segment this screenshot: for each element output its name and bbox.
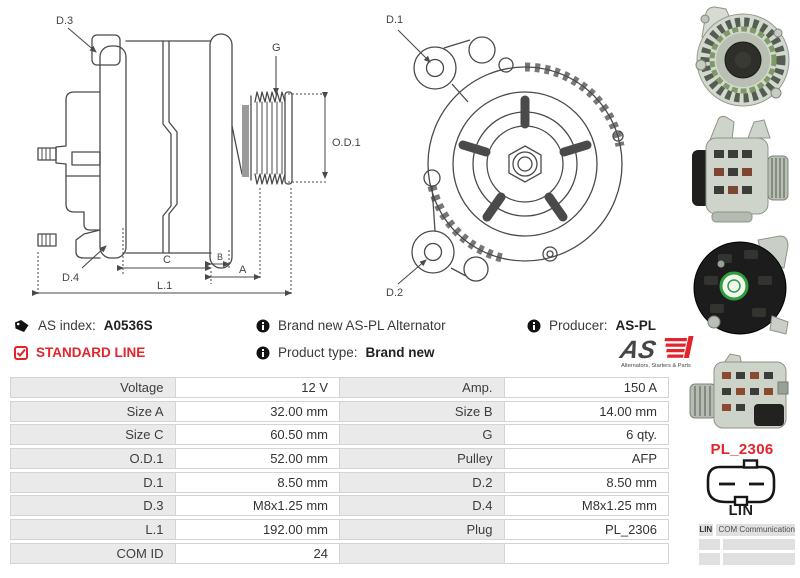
info-icon [256, 346, 270, 360]
spec-value: 14.00 mm [504, 401, 670, 422]
alternator-side-diagram [28, 6, 373, 301]
pin-legend-table [699, 524, 795, 568]
standard-line-label: STANDARD LINE [36, 345, 146, 360]
label-a: A [239, 264, 247, 276]
legend-row [699, 539, 795, 551]
info-icon [256, 319, 270, 333]
legend-pin [699, 539, 720, 551]
product-photo-front[interactable] [688, 3, 796, 109]
checkbox-icon [14, 346, 28, 360]
spec-value: 24 [175, 543, 341, 564]
label-d3: D.3 [56, 15, 74, 27]
spec-label: Voltage [10, 377, 176, 398]
spec-label: Size A [10, 401, 176, 422]
spec-label: Size C [10, 424, 176, 445]
connector-label: LIN [728, 503, 754, 519]
spec-label [339, 543, 505, 564]
spec-label: G [339, 424, 505, 445]
legend-description [723, 553, 795, 565]
spec-label: Amp. [339, 377, 505, 398]
product-type-value: Brand new [365, 345, 435, 360]
legend-description [723, 539, 795, 551]
spec-value: 12 V [175, 377, 341, 398]
plug-connector-diagram [704, 459, 778, 506]
spec-row [10, 519, 672, 540]
as-index-value: A0536S [103, 318, 153, 333]
spec-row [10, 401, 672, 422]
label-d1: D.1 [386, 14, 404, 26]
spec-label: COM ID [10, 543, 176, 564]
label-g: G [272, 42, 281, 54]
alternator-front-diagram [372, 6, 667, 306]
spec-value: 52.00 mm [175, 448, 341, 469]
legend-row [699, 524, 795, 536]
spec-value: 60.50 mm [175, 424, 341, 445]
spec-label: D.4 [339, 495, 505, 516]
spec-row [10, 543, 672, 564]
standard-line-badge [14, 345, 145, 360]
as-index-line [14, 318, 153, 333]
spec-value: M8x1.25 mm [504, 495, 670, 516]
label-l1: L.1 [157, 280, 173, 292]
label-d4: D.4 [62, 272, 80, 284]
spec-row [10, 448, 672, 469]
spec-label: D.1 [10, 472, 176, 493]
product-photo-rear[interactable] [688, 234, 796, 344]
spec-row [10, 472, 672, 493]
spec-label: Size B [339, 401, 505, 422]
logo-text: AS [617, 336, 659, 364]
spec-value: 8.50 mm [504, 472, 670, 493]
spec-value: 192.00 mm [175, 519, 341, 540]
spec-value: 8.50 mm [175, 472, 341, 493]
spec-value: 150 A [504, 377, 670, 398]
product-type-line [256, 345, 435, 360]
as-index-label: AS index: [38, 318, 96, 333]
spec-value [504, 543, 670, 564]
label-d2: D.2 [386, 287, 404, 299]
label-b: B [217, 252, 224, 262]
product-title: Brand new AS-PL Alternator [278, 318, 446, 333]
producer-line [527, 318, 656, 333]
logo-tagline: Alternators, Starters & Parts [621, 363, 691, 369]
product-photo-side-right[interactable] [688, 112, 796, 230]
producer-label: Producer: [549, 318, 608, 333]
product-title-line [256, 318, 446, 333]
producer-value: AS-PL [615, 318, 657, 333]
spec-row [10, 377, 672, 398]
label-c: C [163, 254, 171, 266]
spec-value: AFP [504, 448, 670, 469]
spec-row [10, 424, 672, 445]
diagram-lug-d3 [92, 35, 120, 65]
label-od1: O.D.1 [332, 137, 361, 149]
spec-value: 32.00 mm [175, 401, 341, 422]
spec-label: D.3 [10, 495, 176, 516]
tag-icon [14, 319, 30, 333]
info-icon [527, 319, 541, 333]
spec-label: D.2 [339, 472, 505, 493]
spec-value: M8x1.25 mm [175, 495, 341, 516]
spec-label: Plug [339, 519, 505, 540]
spec-value: PL_2306 [504, 519, 670, 540]
spec-row [10, 495, 672, 516]
product-type-label: Product type: [278, 345, 358, 360]
legend-pin: LIN [699, 525, 713, 534]
legend-pin [699, 553, 720, 565]
spec-table [10, 377, 672, 567]
spec-label: O.D.1 [10, 448, 176, 469]
spec-label: L.1 [10, 519, 176, 540]
spec-value: 6 qty. [504, 424, 670, 445]
spec-label: Pulley [339, 448, 505, 469]
legend-row [699, 553, 795, 565]
plug-code: PL_2306 [710, 441, 774, 458]
legend-description: COM Communication [716, 524, 795, 536]
product-photo-side-left[interactable] [688, 352, 796, 436]
